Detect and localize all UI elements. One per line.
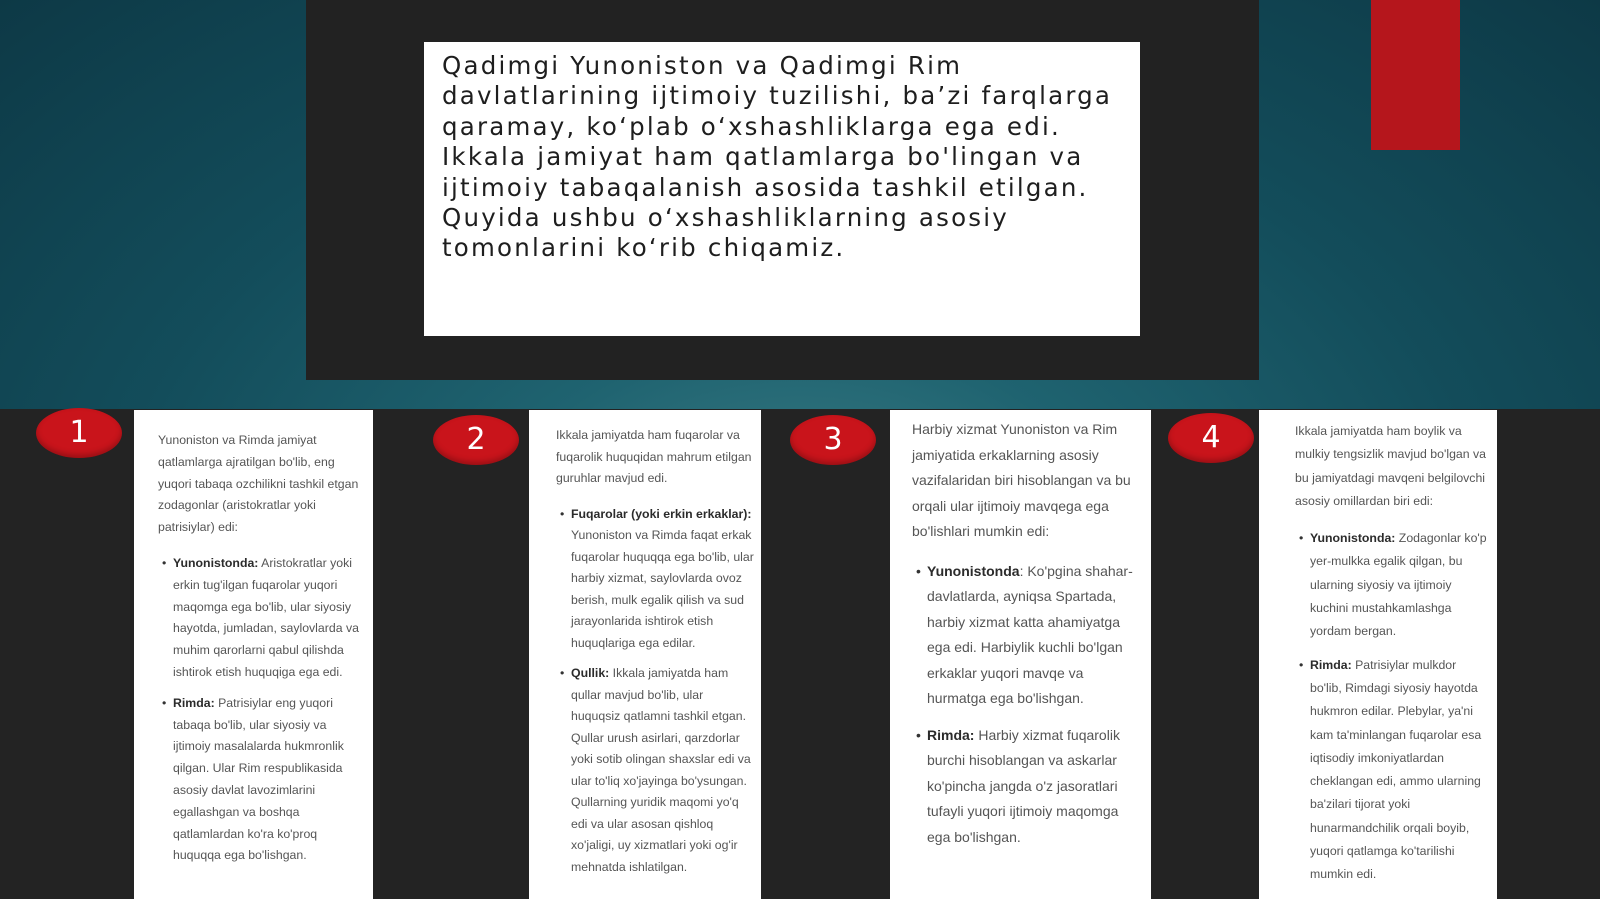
bullet-item	[927, 559, 1137, 712]
bullet-text: Patrisiylar eng yuqori tabaqa bo'lib, ular siyosiy va ijtimoiy masalalarda hukmronlik qilgan. Ular Rim respublikasida asosiy davlat lavozimlarini egallashgan va boshqa qatlamlardan ko'ra ko'proq huquqqa ega bo'lishgan.	[173, 695, 344, 863]
bullet-list	[556, 504, 755, 879]
number-badge-1: 1	[36, 408, 122, 458]
bullet-text: Aristokratlar yoki erkin tug'ilgan fuqarolar yuqori maqomga ega bo'lib, ular siyosiy hayotda, jumladan, saylovlarda va muhim qarorlarni qabul qilishda ishtirok etish huquqiga ega edi.	[173, 555, 359, 679]
card-2	[529, 410, 761, 899]
bullet-text: Yunoniston va Rimda faqat erkak fuqarolar huquqqa ega bo'lib, ular harbiy xizmat, saylovlarda ovoz berish, mulk egalik qilish va sud jarayonlarida ishtirok etish huquqlariga ega edilar.	[571, 528, 754, 650]
bullet-title: Yunonistonda:	[173, 555, 259, 570]
bullet-item	[173, 553, 361, 684]
bullet-item	[1310, 527, 1487, 643]
bullet-item	[571, 663, 755, 878]
card-intro: Ikkala jamiyatda ham fuqarolar va fuqarolik huquqidan mahrum etilgan guruhlar mavjud edi.	[556, 428, 752, 485]
bullet-item	[1310, 654, 1487, 887]
bullet-item	[927, 723, 1137, 851]
card-intro: Harbiy xizmat Yunoniston va Rim jamiyatida erkaklarning asosiy vazifalaridan biri hisoblangan va bu orqali ular ijtimoiy mavqega ega bo'lishlari mumkin edi:	[912, 421, 1131, 539]
card-3	[890, 410, 1151, 899]
intro-text-box	[424, 42, 1140, 336]
bullet-list	[912, 559, 1137, 851]
red-accent-bar	[1371, 0, 1460, 150]
bullet-title: Qullik:	[571, 666, 610, 680]
bullet-item	[173, 693, 361, 867]
number-badge-3: 3	[790, 415, 876, 465]
bullet-title: Rimda:	[927, 726, 975, 743]
bullet-title: Rimda:	[173, 695, 215, 710]
card-4	[1259, 410, 1497, 899]
bullet-text: Zodagonlar ko'p yer-mulkka egalik qilgan, bu ularning siyosiy va ijtimoiy kuchini mustahkamlashga yordam bergan.	[1310, 531, 1487, 639]
bullet-title: Yunonistonda:	[1310, 531, 1396, 546]
number-badge-4: 4	[1168, 413, 1254, 463]
intro-text: Qadimgi Yunoniston va Qadimgi Rim davlatlarining ijtimoiy tuzilishi, ba’zi farqlarga qaramay, ko‘plab o‘xshashliklarga ega edi. Ikkala jamiyat ham qatlamlarga bo'lingan va ijtimoiy tabaqalanish asosida tashkil etilgan. Quyida ushbu o‘xshashliklarning asosiy tomonlarini ko‘rib chiqamiz.	[442, 51, 1113, 263]
bullet-list	[1295, 527, 1487, 886]
bullet-text: : Ko'pgina shahar-davlatlarda, ayniqsa Spartada, harbiy xizmat katta ahamiyatga ega edi. Harbiylik kuchli bo'lgan erkaklar yuqori mavqe va hurmatga ega bo'lishgan.	[927, 562, 1133, 706]
bullet-text: Harbiy xizmat fuqarolik burchi hisoblangan va askarlar ko'pincha jangda o'z jasoratlari tufayli yuqori ijtimoiy maqomga ega bo'lishgan.	[927, 726, 1120, 845]
bullet-title: Fuqarolar (yoki erkin erkaklar):	[571, 506, 752, 521]
bullet-list	[158, 553, 361, 867]
bullet-text: Patrisiylar mulkdor bo'lib, Rimdagi siyosiy hayotda hukmron edilar. Plebylar, ya'ni kam ta'minlangan fuqarolar esa iqtisodiy imkoniyatlardan cheklangan edi, ammo ularning ba'zilari tijorat yoki hunarmandchilik orqali boyib, yuqori qatlamga ko'tarilishi mumkin edi.	[1310, 657, 1482, 882]
card-intro: Yunoniston va Rimda jamiyat qatlamlarga ajratilgan bo'lib, eng yuqori tabaqa ozchilikni tashkil etgan zodagonlar (aristokratlar yoki patrisiylar) edi:	[158, 433, 359, 535]
bullet-title: Yunonistonda	[927, 562, 1020, 579]
bullet-title: Rimda:	[1310, 657, 1352, 672]
number-badge-2: 2	[433, 415, 519, 465]
bullet-text: Ikkala jamiyatda ham qullar mavjud bo'lib, ular huquqsiz qatlamni tashkil etgan. Qullar urush asirlari, qarzdorlar yoki sotib olingan shaxslar edi va ular to'liq xo'jayinga bo'ysungan. Qullarning yuridik maqomi yo'q edi va ular asosan qishloq xo'jaligi, uy xizmatlari yoki og'ir mehnatda ishlatilgan.	[571, 666, 751, 874]
bullet-item	[571, 504, 755, 655]
card-intro: Ikkala jamiyatda ham boylik va mulkiy tengsizlik mavjud bo'lgan va bu jamiyatdagi mavqeni belgilovchi asosiy omillardan biri edi:	[1295, 424, 1486, 508]
card-1	[134, 410, 373, 899]
